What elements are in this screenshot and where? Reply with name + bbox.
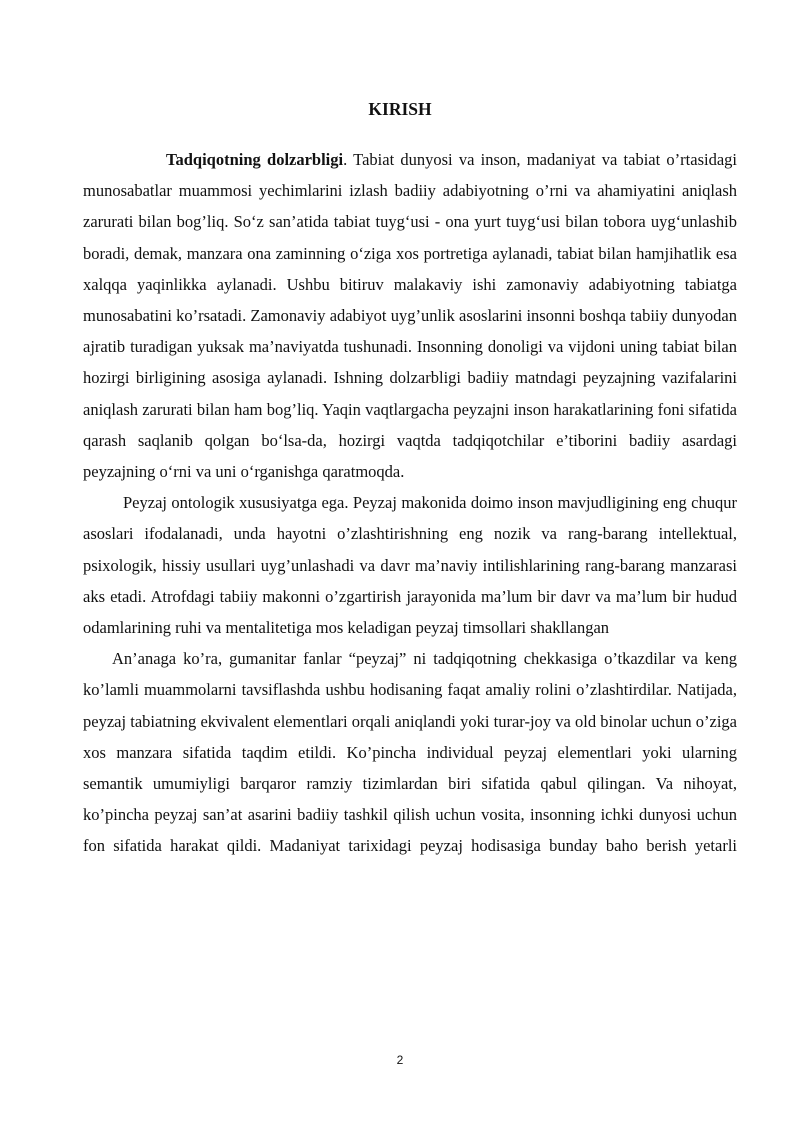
paragraph-landscape-ontology: Peyzaj ontologik xususiyatga ega. Peyzaj makonida doimo inson mavjudligining eng chuqur asoslari ifodalanadi, unda hayotni o’zlashtirishning eng nozik va rang-barang intellektual, psixologik, hissiy usullari uyg’unlashadi va davr ma’naviy intilishlarining rang-barang manzarasi aks etadi. Atrofdagi tabiiy makonni o’zgartirish jarayonida ma’lum bir davr va ma’lum bir hudud odamlarining ruhi va mentalitetiga mos keladigan peyzaj timsollari shakllangan xyxy=(83,493,737,638)
page-number: 2 xyxy=(396,1053,404,1067)
page-title: KIRISH xyxy=(368,99,432,119)
document-body xyxy=(83,144,737,862)
paragraph-relevance-text: . Tabiat dunyosi va inson, madaniyat va tabiat o’rtasidagi munosabatlar muammosi yechimlarini izlash badiiy adabiyotning o’rni va ahamiyatini aniqlash zarurati bilan bog’liq. So‘z san’atida tabiat tuyg‘usi - ona yurt tuyg‘usi bilan tobora uyg‘unlashib boradi, demak, manzara ona zaminning o‘ziga xos portretiga aylanadi, tabiat bilan hamjihatlik esa xalqqa yaqinlikka aylanadi. Ushbu bitiruv malakaviy ishi zamonaviy adabiyotning tabiatga munosabatini ko’rsatadi. Zamonaviy adabiyot uyg’unlik asoslarini insonni boshqa tabiiy dunyodan ajratib turadigan yuksak ma’naviyatda tushunadi. Insonning donoligi va vijdoni uning tabiat bilan hozirgi birligining asosiga aylanadi. Ishning dolzarbligi badiiy matndagi peyzajning vazifalarini aniqlash zarurati bilan ham bog’liq. Yaqin vaqtlargacha peyzajni inson harakatlarining foni sifatida qarash saqlanib qolgan bo‘lsa-da, hozirgi vaqtda tadqiqotchilar e’tiborini badiiy asardagi peyzajning o‘rni va uni o‘rganishga qaratmoqda. xyxy=(83,150,737,482)
paragraph-humanities-tradition: An’anaga ko’ra, gumanitar fanlar “peyzaj” ni tadqiqotning chekkasiga o’tkazdilar va keng ko’lamli muammolarni tavsiflashda ushbu hodisaning faqat amaliy rolini o’zlashtirdilar. Natijada, peyzaj tabiatning ekvivalent elementlari orqali aniqlandi yoki turar-joy va old binolar uchun o’ziga xos manzara sifatida taqdim etildi. Ko’pincha individual peyzaj elementlari yoki ularning semantik umumiyligi barqaror ramziy tizimlardan biri sifatida qabul qilingan. Va nihoyat, ko’pincha peyzaj san’at asarini badiiy tashkil qilish uchun vosita, insonning ichki dunyosi uchun fon sifatida harakat qildi. Madaniyat tarixidagi peyzaj hodisasiga bunday baho berish yetarli xyxy=(83,649,737,856)
paragraph-lead-heading: Tadqiqotning dolzarbligi xyxy=(166,150,344,169)
paragraph-relevance xyxy=(83,144,737,487)
